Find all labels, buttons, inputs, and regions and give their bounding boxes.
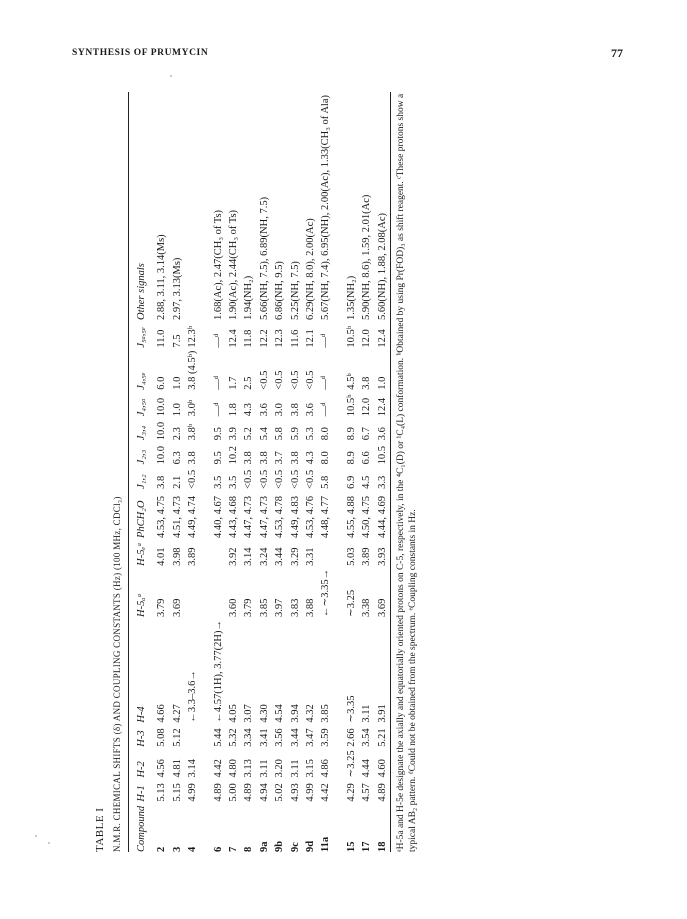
column-header: PhCH₂O <box>136 500 147 539</box>
table-cell: 3.0 <box>274 403 286 417</box>
table-cell: 5.9 <box>289 427 301 441</box>
table-cell <box>185 723 200 747</box>
running-head: SYNTHESIS OF PRUMYCIN <box>72 48 209 58</box>
column-header: H-1 <box>136 785 147 802</box>
table-cell: 5.02 <box>274 783 286 802</box>
table-cell: 4.5ᵇ <box>345 373 357 390</box>
table-cell: <0.5 <box>243 469 255 489</box>
table-cell: 5.66(NH, 7.5), 6.89(NH, 7.5) <box>258 196 270 320</box>
table-cell: 7.5 <box>171 334 183 348</box>
table-cell: —ᵈ <box>212 375 224 390</box>
compound-cell: 17 <box>361 841 373 852</box>
table-cell: 11.0 <box>156 329 168 348</box>
table-cell: —ᵈ <box>320 375 332 390</box>
column-header: H-2 <box>136 761 147 778</box>
column-header: H-5ₐᵃ <box>136 593 147 618</box>
table-cell: 3.6 <box>258 403 270 417</box>
table-cell: 4.99 <box>187 783 199 802</box>
table-cell: 6.3 <box>171 451 183 465</box>
table-cell: 3.8ᵇ <box>187 423 199 441</box>
table-cell: 3.8 <box>187 451 199 465</box>
table-cell: 12.0 <box>361 329 373 348</box>
table-cell: 10.0 <box>156 397 168 417</box>
compound-cell: 8 <box>243 846 255 852</box>
table-cell: 5.90(NH, 8.6), 1.59, 2.01(Ac) <box>361 194 373 320</box>
table-cell: 3.91 <box>376 704 388 723</box>
compound-cell: 4 <box>187 846 199 852</box>
table-cell: 12.4 <box>376 397 388 417</box>
table-row <box>257 92 272 852</box>
table-cell: 4.3 <box>243 403 255 417</box>
table-cell: 4.53, 4.76 <box>305 496 317 539</box>
table-cell: ←∼3.35→ <box>320 568 332 618</box>
table-row <box>170 92 185 852</box>
compound-cell: 9d <box>305 840 317 852</box>
table-cell: 4.47, 4.73 <box>243 496 255 539</box>
table-cell: 3.60 <box>228 598 240 618</box>
table-cell: 4.89 <box>243 783 255 802</box>
table-cell: 3.11 <box>289 759 301 778</box>
scan-speck <box>48 842 50 844</box>
column-header: J₄,₅ₐ <box>136 398 147 417</box>
table-cell: 3.6 <box>305 403 317 417</box>
table-cell: 5.03 <box>345 547 357 566</box>
table-cell: 3.6 <box>376 427 388 441</box>
table-cell: ←4.57(1H), 3.77(2H)→ <box>212 620 224 723</box>
column-header: H-5ₑᵃ <box>136 542 147 566</box>
table-cell: 4.49, 4.74 <box>187 496 199 539</box>
table-cell: 8.0 <box>320 427 332 441</box>
table-cell: 12.4 <box>228 329 240 348</box>
table-cell: 2.66 <box>345 728 357 747</box>
table-row <box>288 92 303 852</box>
table-cell: 12.3ᵇ <box>187 325 199 348</box>
compound-cell: 18 <box>376 841 388 852</box>
table-cell: 3.31 <box>305 547 317 566</box>
table-cell: 4.86 <box>320 759 332 778</box>
table-row <box>226 92 241 852</box>
table-cell: 3.8 (4.5ᵇ) <box>187 350 199 390</box>
table-row <box>359 92 374 852</box>
table-cell: 3.97 <box>274 598 286 618</box>
table-cell: 3.8 <box>289 451 301 465</box>
table-cell: 5.12 <box>171 728 183 747</box>
table-cell: 11.8 <box>243 329 255 348</box>
table-cell: 3.41 <box>258 728 270 747</box>
table-row <box>344 92 359 852</box>
compound-cell: 9a <box>258 841 270 852</box>
compound-cell: 15 <box>345 841 357 852</box>
table-cell <box>185 92 200 320</box>
table-cell: 3.79 <box>243 598 255 618</box>
column-header: J₅ₐ,₅ₑ <box>136 327 147 348</box>
table-cell: 4.51, 4.73 <box>171 496 183 539</box>
table-cell: 1.35(NH₂) <box>345 275 357 320</box>
table-cell: 1.8 <box>228 403 240 417</box>
scan-speck <box>35 835 37 837</box>
table-cell: <0.5 <box>187 469 199 489</box>
table-cell: 3.07 <box>243 704 255 723</box>
table-cell: <0.5 <box>274 469 286 489</box>
table-cell: <0.5 <box>289 370 301 390</box>
table-row <box>375 92 390 852</box>
table-cell: 3.44 <box>274 547 286 566</box>
table-cell: —ᵈ <box>320 333 332 348</box>
table-cell: 3.94 <box>289 704 301 723</box>
table-cell: 3.88 <box>305 598 317 618</box>
table-footnote: ᵃH-5a and H-5e designate the axially and equatorially oriented protons on C-5, respectively, in the ⁴C₁(D) or ¹C₄(L) conformation. ᵇObtained by using Pr(FOD)₃ as shift reagent. ᶜThese protons show a typical AB₂ pattern. ᵈCould not be obtained from the spectrum. ᵉCoupling constants in Hz. <box>396 93 419 852</box>
table-cell: 4.29 <box>345 783 357 802</box>
table-cell <box>211 538 226 566</box>
table-cell: 10.5ᵇ <box>345 394 357 417</box>
column-header: J₃,₄ <box>136 425 147 441</box>
table-cell: 5.32 <box>228 728 240 747</box>
table-cell: 3.9 <box>228 427 240 441</box>
table-cell: 3.11 <box>361 704 373 723</box>
table-cell: 4.80 <box>228 759 240 778</box>
compound-cell: 9b <box>274 840 286 852</box>
table-cell: 6.29(NH, 8.0), 2.00(Ac) <box>305 218 317 320</box>
table-cell: 4.81 <box>171 759 183 778</box>
table-cell: 3.79 <box>156 598 168 618</box>
table-cell: 5.15 <box>171 783 183 802</box>
table-cell: 3.29 <box>289 547 301 566</box>
table-cell: 10.0 <box>156 421 168 441</box>
table-cell: 4.44, 4.69 <box>376 496 388 539</box>
table-body <box>154 92 390 852</box>
table-cell: 3.14 <box>187 759 199 778</box>
table-cell: 9.5 <box>212 451 224 465</box>
column-header: J₂,₃ <box>136 449 147 465</box>
table-cell: ∼3.25 <box>345 589 357 618</box>
table-cell: 5.44 <box>212 728 224 747</box>
table-cell: 1.68(Ac), 2.47(CH₃ of Ts) <box>212 209 224 320</box>
table-cell: 5.3 <box>305 427 317 441</box>
table-header <box>129 92 154 852</box>
table-cell: 4.27 <box>171 704 183 723</box>
table-cell: 4.93 <box>289 783 301 802</box>
table-cell: 4.56 <box>156 759 168 778</box>
table-row <box>185 92 200 852</box>
table-cell <box>211 566 226 617</box>
table-cell: 4.50, 4.75 <box>361 496 373 539</box>
table-cell: 2.3 <box>171 427 183 441</box>
table-cell: 5.00 <box>228 783 240 802</box>
table-cell: 5.8 <box>320 475 332 489</box>
table-cell: 8.9 <box>345 451 357 465</box>
table-cell: —ᵈ <box>212 333 224 348</box>
table-cell: 5.25(NH, 7.5) <box>289 261 301 320</box>
table-cell: 4.60 <box>376 759 388 778</box>
compound-cell: 9c <box>289 842 301 852</box>
table-cell: 4.30 <box>258 704 270 723</box>
column-header: H-3 <box>136 730 147 747</box>
table-cell: 6.86(NH, 9.5) <box>274 261 286 320</box>
header-row <box>129 92 154 852</box>
table-cell: ←3.3–3.6→ <box>187 670 199 723</box>
table-cell: <0.5 <box>289 469 301 489</box>
rotated-table-block <box>94 92 614 852</box>
table-cell: <0.5 <box>274 370 286 390</box>
group-spacer <box>334 92 344 852</box>
table-cell: 3.38 <box>361 598 373 618</box>
table-cell: 3.92 <box>228 547 240 566</box>
table-cell: 6.9 <box>345 475 357 489</box>
nmr-table <box>129 92 390 852</box>
table-cell: 3.13 <box>243 759 255 778</box>
table-cell: 3.8 <box>258 451 270 465</box>
table-cell: 12.3 <box>274 329 286 348</box>
table-cell: 1.0 <box>376 376 388 390</box>
compound-cell: 6 <box>212 846 224 852</box>
table-cell: 4.05 <box>228 704 240 723</box>
table-cell: 4.66 <box>156 704 168 723</box>
table-cell: 2.5 <box>243 376 255 390</box>
table-cell: 5.13 <box>156 783 168 802</box>
table-cell: 1.0 <box>171 376 183 390</box>
table-cell: 3.14 <box>243 547 255 566</box>
table-cell: 4.40, 4.67 <box>212 496 224 539</box>
table-cell: 3.8 <box>289 403 301 417</box>
table-cell: ∼3.35 <box>345 695 357 723</box>
page-number: 77 <box>611 46 623 60</box>
table-cell: 3.98 <box>171 547 183 566</box>
table-cell: 4.49, 4.83 <box>289 496 301 539</box>
table-cell: 3.8 <box>361 376 373 390</box>
table-cell: 4.99 <box>305 783 317 802</box>
table-cell: 11.6 <box>289 329 301 348</box>
table-cell: 4.32 <box>305 704 317 723</box>
table-cell: 3.89 <box>187 547 199 566</box>
table-cell: 3.69 <box>376 598 388 618</box>
table-cell: 3.69 <box>171 598 183 618</box>
table-cell: 5.8 <box>274 427 286 441</box>
table-row <box>154 92 169 852</box>
table-cell: 2.97, 3.13(Ms) <box>171 257 183 320</box>
table-cell: 12.1 <box>305 329 317 348</box>
table-cell: 5.60(NH), 1.88, 2.08(Ac) <box>376 212 388 320</box>
table-cell: 10.2 <box>228 445 240 465</box>
table-caption: N.M.R. CHEMICAL SHIFTS (δ) AND COUPLING CONSTANTS (Hz) (100 MHz, CDCl₃) <box>112 496 122 852</box>
table-cell: 5.2 <box>243 427 255 441</box>
table-cell: 4.42 <box>320 783 332 802</box>
column-header: Other signals <box>136 263 147 320</box>
table-row <box>303 92 318 852</box>
table-cell: 3.8 <box>156 475 168 489</box>
table-bottom-rule <box>390 92 391 852</box>
table-cell: 3.85 <box>258 598 270 618</box>
table-cell: 4.5 <box>361 475 373 489</box>
table-cell: 4.47, 4.73 <box>258 496 270 539</box>
table-cell: 6.7 <box>361 427 373 441</box>
table-cell: 1.94(NH₂) <box>243 275 255 320</box>
compound-cell: 2 <box>156 846 168 852</box>
table-cell: 2.1 <box>171 475 183 489</box>
table-label: TABLE I <box>94 807 106 852</box>
table-cell: 4.42 <box>212 759 224 778</box>
table-cell: 4.89 <box>212 783 224 802</box>
compound-cell: 7 <box>228 846 240 852</box>
table-cell: 4.3 <box>305 451 317 465</box>
table-cell: 10.5 <box>376 445 388 465</box>
table-cell: 6.0 <box>156 376 168 390</box>
table-cell: 4.53, 4.78 <box>274 496 286 539</box>
table-cell: 5.67(NH, 7.4), 6.95(NH), 2.00(Ac), 1.33(CH₃ of Ala) <box>320 95 332 320</box>
table-cell: —ᵈ <box>320 402 332 417</box>
table-cell: 2.88, 3.11, 3.14(Ms) <box>156 234 168 320</box>
table-row <box>272 92 287 852</box>
table-cell: 4.53, 4.75 <box>156 496 168 539</box>
scan-speck <box>170 75 172 77</box>
table-cell: 3.44 <box>289 728 301 747</box>
table-cell: 5.08 <box>156 728 168 747</box>
table-cell: —ᵈ <box>212 402 224 417</box>
table-cell: 3.20 <box>274 759 286 778</box>
table-cell: 5.4 <box>258 427 270 441</box>
table-cell: 3.15 <box>305 759 317 778</box>
table-cell: 5.21 <box>376 728 388 747</box>
compound-cell: 11a <box>320 836 332 852</box>
table-cell: 3.47 <box>305 728 317 747</box>
column-header: J₄,₅ₑ <box>136 372 147 390</box>
table-cell: <0.5 <box>305 370 317 390</box>
table-cell: 4.54 <box>274 704 286 723</box>
table-cell: 12.4 <box>376 329 388 348</box>
table-cell: 3.59 <box>320 728 332 747</box>
table-cell: 3.24 <box>258 547 270 566</box>
table-cell <box>318 538 333 566</box>
table-cell: 8.0 <box>320 451 332 465</box>
table-cell <box>185 566 200 617</box>
table-cell: 1.7 <box>228 376 240 390</box>
table-row <box>211 92 226 852</box>
table-cell: 3.34 <box>243 728 255 747</box>
table-cell: 4.57 <box>361 783 373 802</box>
table-cell: 12.0 <box>361 397 373 417</box>
table-row <box>241 92 256 852</box>
compound-cell: 3 <box>171 846 183 852</box>
table-cell: 3.85 <box>320 704 332 723</box>
table-cell: 4.89 <box>376 783 388 802</box>
table-cell: 9.5 <box>212 427 224 441</box>
table-cell: 8.9 <box>345 427 357 441</box>
table-cell: 3.7 <box>274 451 286 465</box>
table-cell: 4.94 <box>258 783 270 802</box>
group-spacer <box>201 92 211 852</box>
table-cell: 4.43, 4.68 <box>228 496 240 539</box>
table-cell: <0.5 <box>305 469 317 489</box>
table-cell: 3.0ᵇ <box>187 399 199 417</box>
table-cell: 4.01 <box>156 547 168 566</box>
table-cell: 3.93 <box>376 547 388 566</box>
table-cell: 1.90(Ac), 2.44(CH₃ of Ts) <box>228 209 240 320</box>
column-header: Compound <box>136 805 147 852</box>
table-cell: <0.5 <box>258 370 270 390</box>
table-cell: ∼3.25 <box>345 750 357 778</box>
table-cell: <0.5 <box>258 469 270 489</box>
table-cell: 3.56 <box>274 728 286 747</box>
table-cell: 3.3 <box>376 475 388 489</box>
table-cell: 3.83 <box>289 598 301 618</box>
table-cell: 3.5 <box>212 475 224 489</box>
table-cell: 10.5ᵇ <box>345 325 357 348</box>
table-cell: 12.2 <box>258 329 270 348</box>
table-cell: 3.8 <box>243 451 255 465</box>
column-header: J₁,₂ <box>136 474 147 489</box>
table-cell: 3.11 <box>258 759 270 778</box>
table-cell: 4.44 <box>361 759 373 778</box>
table-cell: 3.5 <box>228 475 240 489</box>
table-cell: 1.0 <box>171 403 183 417</box>
table-cell: 10.0 <box>156 445 168 465</box>
table-cell: 3.54 <box>361 728 373 747</box>
table-cell: 3.89 <box>361 547 373 566</box>
table-cell: 4.55, 4.88 <box>345 496 357 539</box>
table-cell: 4.48, 4.77 <box>320 496 332 539</box>
table-row <box>318 92 333 852</box>
column-header: H-4 <box>136 706 147 723</box>
table-cell: 6.6 <box>361 451 373 465</box>
